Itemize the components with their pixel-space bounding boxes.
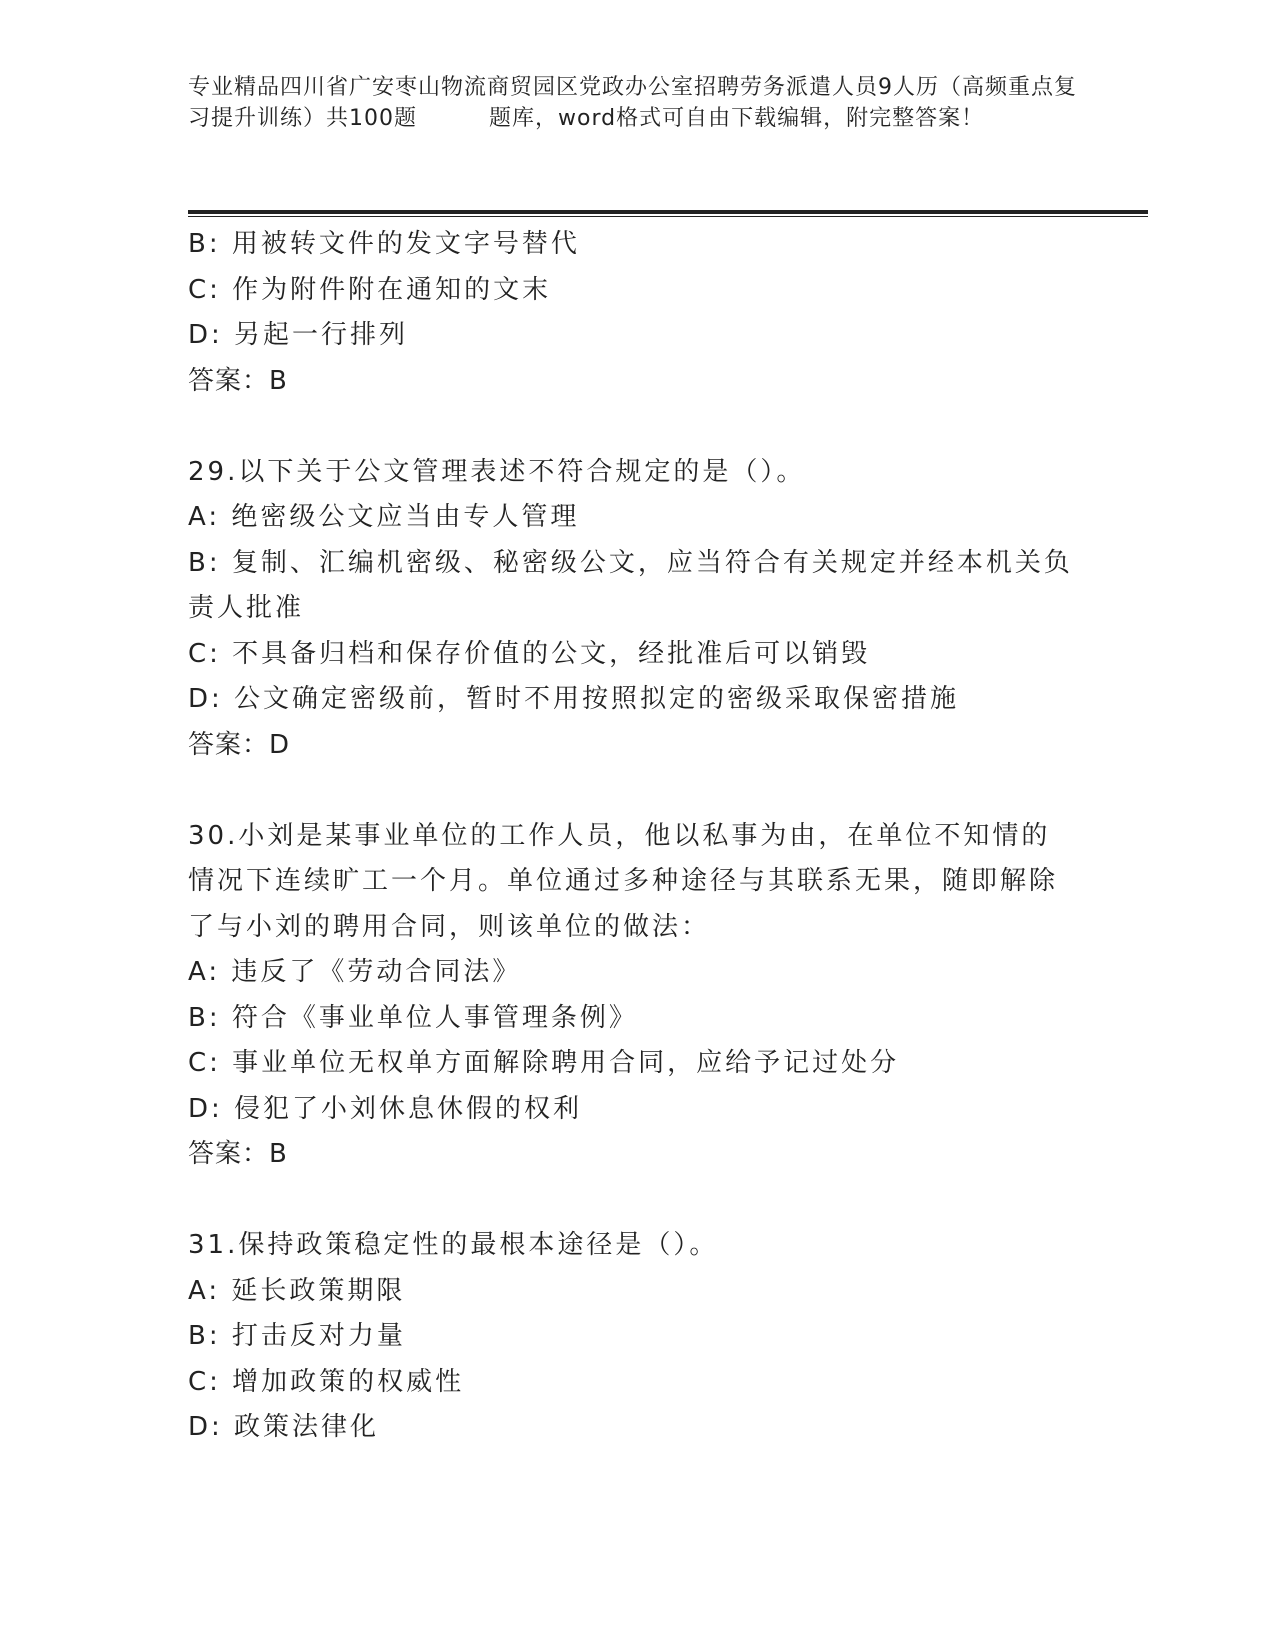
question-stem: 30.小刘是某事业单位的工作人员，他以私事为由，在单位不知情的情况下连续旷工一个月。单位通过多种途径与其联系无果，随即解除了与小刘的聘用合同，则该单位的做法： [188,820,1059,942]
header-title-part2: 题库，word格式可自由下载编辑，附完整答案！ [489,106,985,131]
answer-text: 答案：B [188,1139,288,1169]
question-block-30 [188,814,1078,1178]
header-divider-thin [188,216,1148,217]
answer-text: 答案：B [188,365,288,396]
option-c: C: 作为附件附在通知的文末 [188,274,552,305]
option-d: D: 侵犯了小刘休息休假的权利 [188,1093,583,1124]
question-block-29 [188,450,1078,769]
answer-text: 答案：D [188,729,291,760]
option-a: A: 违反了《劳动合同法》 [188,957,522,987]
header-divider-thick [188,210,1148,214]
option-d: D: 另起一行排列 [188,320,409,350]
option-b: B: 复制、汇编机密级、秘密级公文，应当符合有关规定并经本机关负责人批准 [188,547,1073,623]
option-b: B: 符合《事业单位人事管理条例》 [188,1002,638,1033]
option-d: D: 政策法律化 [188,1412,380,1442]
question-block-31 [188,1223,1078,1451]
option-a: A: 延长政策期限 [188,1275,406,1306]
header-title-part1: 专业精品四川省广安枣山物流商贸园区党政办公室招聘劳务派遣人员9人历（高频重点复习提升训练）共100题 [188,75,1077,131]
option-d: D: 公文确定密级前，暂时不用按照拟定的密级采取保密措施 [188,684,960,714]
option-b: B: 打击反对力量 [188,1321,406,1351]
question-stem: 29.以下关于公文管理表述不符合规定的是（）。 [188,456,806,487]
question-spacer [188,768,1078,814]
question-list [188,222,1078,1451]
option-a: A: 绝密级公文应当由专人管理 [188,502,580,532]
option-c: C: 不具备归档和保存价值的公文，经批准后可以销毁 [188,638,871,669]
option-c: C: 增加政策的权威性 [188,1366,465,1397]
question-block-prev [188,222,1078,404]
document-header [188,72,1088,134]
question-stem: 31.保持政策稳定性的最根本途径是（）。 [188,1230,719,1260]
question-spacer [188,1178,1078,1224]
question-spacer [188,404,1078,450]
option-c: C: 事业单位无权单方面解除聘用合同，应给予记过处分 [188,1048,900,1078]
option-b: B: 用被转文件的发文字号替代 [188,229,580,259]
